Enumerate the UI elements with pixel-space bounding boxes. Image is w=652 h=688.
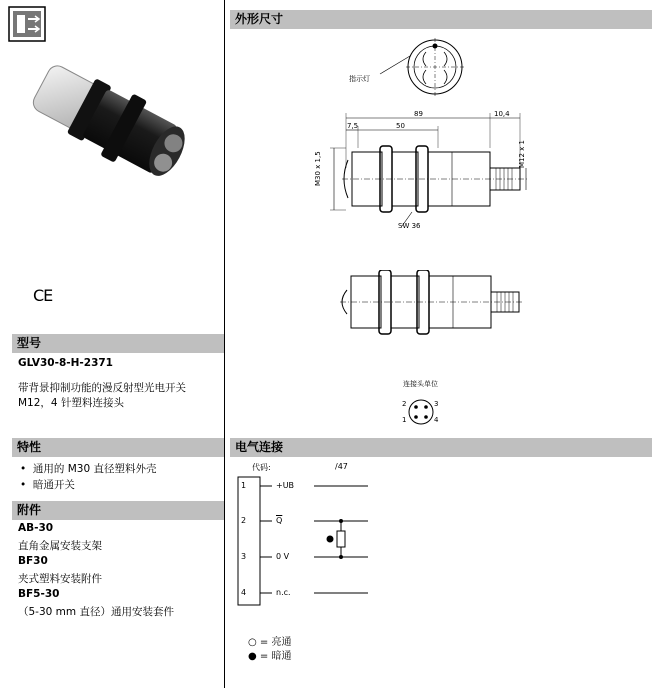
bullet-dot: • [20, 463, 33, 475]
terminal-num-4: 4 [241, 588, 247, 597]
accessory-code: BF5-30 [18, 588, 60, 600]
ce-mark: CE [33, 286, 53, 305]
thread-label: M30 x 1,5 [314, 151, 322, 186]
accessory-desc: 夹式塑料安装附件 [18, 573, 102, 585]
model-header: 型号 [12, 334, 224, 353]
front-view-drawing [340, 36, 480, 98]
pin-1: 1 [402, 416, 407, 424]
connector-thread-label: M12 x 1 [518, 140, 526, 168]
feature-text: 暗通开关 [32, 479, 75, 491]
dim-10-4: 10,4 [494, 110, 510, 118]
accessory-desc: 直角金属安装支架 [18, 540, 102, 552]
indicator-label: 指示灯 [349, 75, 370, 83]
terminal-num-2: 2 [241, 516, 247, 525]
accessory-code: BF30 [18, 555, 48, 567]
connector-unit-label: 连接头单位 [403, 380, 438, 388]
open-circle-icon: ○ [248, 637, 257, 648]
model-code: GLV30-8-H-2371 [18, 357, 113, 369]
model-desc-line1: 带背景抑制功能的漫反射型光电开关 [18, 382, 186, 394]
column-divider [224, 0, 225, 688]
terminal-label-2: $\overline{Q}$ [276, 516, 283, 525]
top-view-drawing [335, 270, 525, 335]
legend-item [248, 633, 291, 648]
accessory-code: AB-30 [18, 522, 54, 534]
accessories-header: 附件 [12, 501, 224, 520]
code-value: /47 [335, 462, 348, 471]
features-header: 特性 [12, 438, 224, 457]
terminal-label-4: n.c. [276, 588, 291, 597]
electrical-header: 电气连接 [230, 438, 652, 457]
legend-text: = 亮通 [259, 637, 292, 648]
model-desc-line2: M12，4 针塑料连接头 [18, 397, 124, 409]
pin-2: 2 [402, 400, 407, 408]
feature-text: 通用的 M30 直径塑料外壳 [32, 463, 157, 475]
terminal-num-3: 3 [241, 552, 247, 561]
terminal-num-1: 1 [241, 481, 247, 490]
feature-item [20, 477, 75, 492]
pin-4: 4 [434, 416, 439, 424]
dimensions-header: 外形尺寸 [230, 10, 652, 29]
terminal-label-3: 0 V [276, 552, 290, 561]
dim-89: 89 [414, 110, 423, 118]
wiring-diagram [236, 470, 376, 610]
product-photo [22, 58, 207, 188]
legend-item [248, 647, 291, 662]
code-label: 代码: [252, 463, 271, 472]
legend-text: = 暗通 [259, 651, 292, 662]
dim-50: 50 [396, 122, 405, 130]
pin-3: 3 [434, 400, 439, 408]
sw-label: SW 36 [398, 222, 421, 230]
terminal-label-1: +UB [276, 481, 295, 490]
bullet-dot: • [20, 479, 33, 491]
feature-item [20, 461, 156, 476]
dim-7-5: 7,5 [347, 122, 359, 130]
sensor-type-icon [8, 6, 46, 42]
accessory-desc: （5-30 mm 直径）通用安装套件 [18, 606, 174, 618]
filled-circle-icon: ● [248, 651, 257, 662]
